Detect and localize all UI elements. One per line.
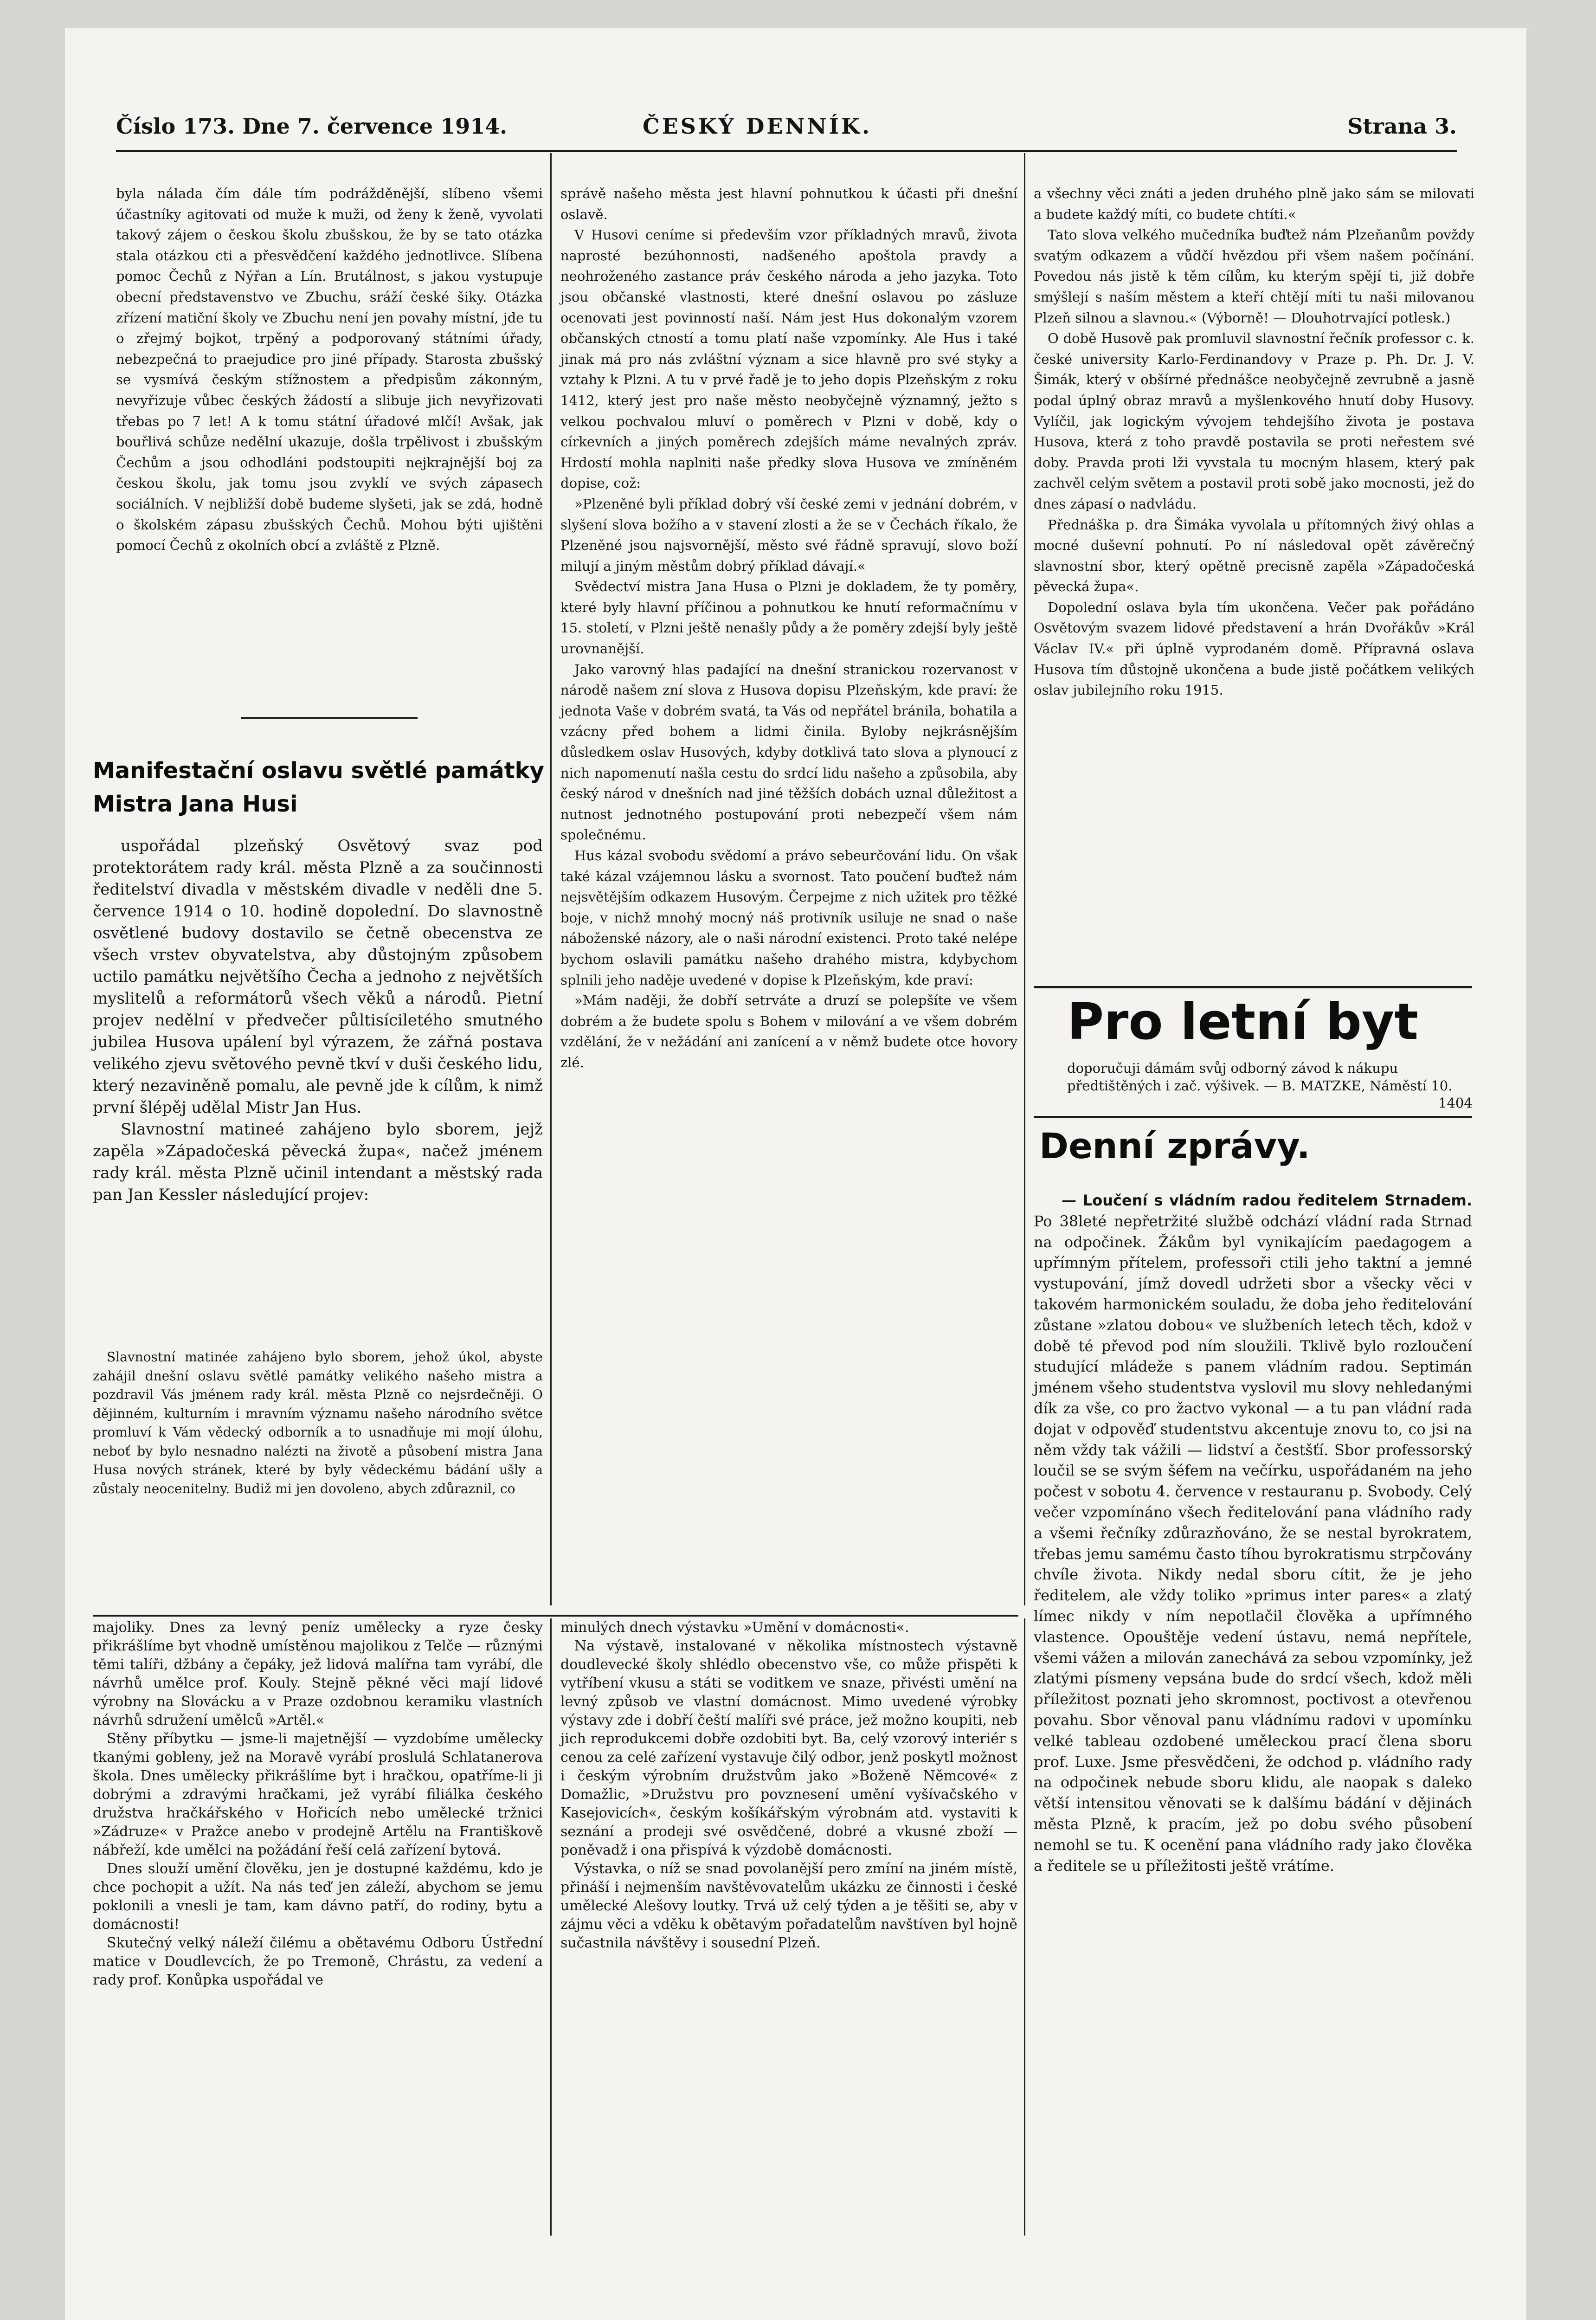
paragraph: Stěny příbytku — jsme-li majetnější — vyzdobíme umělecky tkanými gobleny, jež na Moravě vyrábí proslulá Schlatanerova škola. Dnes umělecky přikrášlíme byt i hračkou, opatříme-li ji dobrými a zdravými hračkami, jež vyrábí filiálka českého družstva hračkářského v Hořicích nebo umělecké tržnici »Zádruze« v Pražce anebo v prodejně Artělu na Františkově nábřeží, kde umělci na požádání řeší celá zařízení bytová. — [93, 1731, 543, 1858]
article-exhibition — [560, 1618, 1017, 1953]
article-continuation — [560, 183, 1017, 1073]
paragraph: Jako varovný hlas padající na dnešní stranickou rozervanost v národě našem zní slova z Husova dopisu Plzeňským, kde praví: že jednota Vaše v dobrém svatá, ta Vás od nepřátel bránila, bohatila a vzácny před bohem a lidmi činila. Byloby nejkrásnějším důsledkem oslav Husových, kdyby dotklivá tato slova a plynoucí z nich napomenutí našla cestu do srdcí lidu našeho a způsobila, aby český národ v dnešních nad jiné těžších dobách uznal důležitost a nutnost jednotného postupování proti nebezpečí všem nám společnému. — [560, 661, 1017, 843]
newspaper-title: ČESKÝ DENNÍK. — [643, 114, 872, 139]
column-rule — [1024, 1618, 1025, 2236]
paragraph: a všechny věci znáti a jeden druhého plně jako sám se milovati a budete každý míti, co budete chtíti.« — [1034, 186, 1474, 222]
article-strnad — [1034, 1190, 1472, 1876]
headline: Manifestační oslavu světlé památky Mistra Jana Husi — [93, 758, 544, 817]
ad-title: Pro letní byt — [1067, 993, 1418, 1051]
paragraph: Svědectví mistra Jana Husa o Plzni je dokladem, že ty poměry, které byly hlavní příčinou a pohnutkou ke hnutí reformačnímu v 15. století, v Plzni ještě nenašly půdy a že poměry zdejší byly ještě urovnanější. — [560, 579, 1017, 657]
paragraph: Hus kázal svobodu svědomí a právo sebeurčování lidu. On však také kázal vzájemnou lásku a svornost. Tato poučení buďtež nám nejsvětějším odkazem Husovým. Čerpejme z nich užitek pro těžké boje, v nichž mnohý mocný náš protivník usiluje ne snad o naše náboženské názory, ale o naši národní existenci. Proto také nelépe bychom oslavili památku našeho drahého mistra, kdybychom splnili jeho naděje uvedené v dopise k Plzeňským, kde praví: — [560, 848, 1017, 988]
paragraph: V Husovi ceníme si především vzor příkladných mravů, života naprosté bezúhonnosti, nadšeného apoštola pravdy a neohroženého zastance práv českého národa a jeho jazyka. Toto jsou občanské vlastnosti, které dnešní oslavou po zásluze ocenovati jest povinností naší. Nám jest Hus dokonalým vzorem občanských ctností a tomu platí naše vzpomínky. Ale Hus i také jinak má pro nás zvláštní význam a sice hlavně pro své styky a vztahy k Plzni. A tu v prvé řadě je to jeho dopis Plzeňským z roku 1412, který jest pro naše město neobyčejně významný, ježto s velkou pochvalou mluví o poměrech v Plzni v době, kdy o církevních a jiných poměrech zdejších máme nevalných zpráv. Hrdostí mohla naplniti naše předky slova Husova ve zmíněném dopise, což: — [560, 227, 1017, 491]
paragraph: Slavnostní matinée zahájeno bylo sborem, jehož úkol, abyste zahájil dnešní oslavu světlé památky velikého našeho mistra a pozdravil Vás jménem rady král. města Plzně co nejsrdečněji. O dějinném, kulturním i mravním významu našeho národního světce promluví k Vám vědecký odborník a to usnadňuje mi mojí úlohu, neboť by bylo nesnadno nalézti na životě a působení mistra Jana Husa nových stránek, které by byly vědeckému bádání ušly a zůstaly neocenitelny. Budiž mi jen dovoleno, abych zdůraznil, co — [93, 1349, 543, 1496]
speech-text — [93, 1348, 543, 1498]
ad-bottom-rule — [1034, 1116, 1472, 1118]
quote: »Plzeněné byli příklad dobrý vší české zemi v jednání dobrém, v slyšení slova božího a v stavení zlosti a že se v Čechách říkalo, že Plzeněné jsou najsvornější, město své řádně spravují, slovo boží milují a jiným městům dobrý příklad dávají.« — [560, 496, 1017, 574]
column-rule — [550, 153, 552, 1605]
section-rule — [93, 1615, 1018, 1617]
article-majolika — [93, 1618, 543, 1990]
column-rule — [550, 1618, 552, 2236]
paragraph: Dopolední oslava byla tím ukončena. Večer pak pořádáno Osvětovým svazem lidové představení a hrán Dvořákův »Král Václav IV.« při úplně vyprodaném domě. Přípravná oslava Husova tím důstojně ukončena a bude jistě počátkem velikých oslav jubilejního roku 1915. — [1034, 599, 1474, 698]
paragraph: správě našeho města jest hlavní pohnutkou k účasti při dnešní oslavě. — [560, 186, 1017, 222]
masthead — [116, 114, 1457, 146]
article-hus-celebration — [93, 835, 543, 1206]
paragraph: majoliky. Dnes za levný peníz umělecky a ryze česky přikrášlíme byt vhodně umístěnou majolikou z Telče — různými těmi talíři, džbány a čepáky, jež lidová malířna tam vyrábí, dle návrhů umělce prof. Kouly. Stejně pěkné věci mají lidové výrobny na Slovácku a v Praze ozdobnou keramiku vlastních návrhů sdružení umělců »Artěl.« — [93, 1619, 543, 1728]
article-continuation-2 — [1034, 183, 1474, 701]
separator — [241, 717, 418, 719]
quote: »Mám naději, že dobří setrváte a druzí se polepšíte ve všem dobrém a že budete spolu s Bohem v milování a ve všem dobrém vzdělání, že v nežádání ani zanícení a v němž budete otce hovory zlé. — [560, 992, 1017, 1070]
issue-info: Číslo 173. Dne 7. července 1914. — [116, 114, 508, 139]
paragraph: Skutečný velký náleží čilému a obětavému Odboru Ústřední matice v Doudlevcích, že po Tremoně, Chrástu, za vedení a rady prof. Konůpka uspořádal ve — [93, 1935, 543, 1988]
paragraph: uspořádal plzeňský Osvětový svaz pod protektorátem rady král. města Plzně a za součinnosti ředitelství divadla v městském divadle v neděli dne 5. července 1914 o 10. hodině dopolední. Do slavnostně osvětlené budovy dostavilo se četně obecenstva ze všech vrstev obyvatelstva, aby důstojným způsobem uctilo památku největšího Čecha a jednoho z největších myslitelů a reformátorů všech věků a národů. Pietní projev nedělní v předvečer půltisíciletého smutného jubilea Husova upálení byl výrazem, že zářná postava velikého zjevu světového pevně tkví v duši českého lidu, který nezaviněně pomalu, ale pevně jde k cílům, k nimž první šlépěj udělal Mistr Jan Hus. — [93, 837, 543, 1117]
ad-text: doporučuji dámám svůj odborný závod k nákupu předtištěných i zač. výšivek. — B. MATZKE, Náměstí 10. — [1067, 1060, 1453, 1094]
paragraph: Na výstavě, instalované v několika místnostech výstavně doudlevecké školy shlédlo obecenstvo vše, co může přispěti k vytříbení vkusu a státi se voditkem ve snaze, přivésti umění na levný způsob ve vlastní domácnost. Mimo uvedené výrobky výstavy zde i dobří čeští malíři své práce, jež možno koupiti, neb jich reprodukcemi dobře ozdobiti byt. Ba, celý vzorový interiér s cenou za celé zařízení vystavuje čilý odbor, jenž poskytl možnost i českým výrobním družstvům jako »Boženě Němcové« z Domažlic, »Družstvu pro povznesení umění vyšívačského v Kasejovicích«, českým košíkářským výrobnám atd. vystaviti k seznání a prodeji své osvědčené, dobré a vkusné zboží — poněvadž i ona přispívá k výzdobě domácnosti. — [560, 1638, 1017, 1858]
page-number: Strana 3. — [1347, 114, 1457, 139]
article-lead-title: — Loučení s vládním radou ředitelem Strnadem. — [1062, 1192, 1472, 1209]
paragraph: Výstavka, o níž se snad povolanější pero zmíní na jiném místě, přináší i nejmenším navštěvovatelům ukázku ze činnosti i české umělecké Alešovy loutky. Trvá už celý týden a je těšiti se, aby v zájmu věci a vděku k obětavým pořadatelům navštíven byl hojně sučastnila návštěvy i sousední Plzeň. — [560, 1861, 1017, 1951]
paragraph: Dnes slouží umění člověku, jen je dostupné každému, kdo je chce pochopit a užít. Na nás teď jen záleží, abychom se jemu poklonili a vnesli je tam, kam dávno patří, do rodiny, bytu a domácnosti! — [93, 1861, 543, 1933]
article-zbuch-school — [116, 183, 543, 556]
paragraph: Po 38leté nepřetržité službě odchází vládní rada Strnad na odpočinek. Žákům byl vynikajícím paedagogem a upřímným přítelem, professoři ctili jeho taktní a jemné vystupování, jímž dovedl udržeti sbor a všecky věci v takovém harmonickém souladu, že doba jeho ředitelování zůstane »zlatou dobou« ve službeních letech těch, kdož v době té převod pod ním sloužili. Tklivě bylo rozloučení studující mládeže s panem vládním radou. Septimán jménem všeho studentstva vyslovil mu slovy nehledanými dík za vše, co pro žactvo vykonal — a tu pan vládní rada dojat v odpověď studentstvu akcentuje znovu to, co jsi na něm vždy tak vážili — lidství a čestšťí. Sbor professorský loučil se se svým šéfem na večírku, uspořádaném na jeho počest v sobotu 4. července v restauranu p. Svobody. Celý večer vzpomínáno všech ředitelování pana vládního rady a všemi řečníky zdůrazňováno, že se nestal byrokratem, třebas jemu samému často tíhou byrokratismu strpčovány chvíle života. Nikdy nedal sboru cítit, že je jeho ředitelem, ale vždy toliko »primus inter pares« a zlatý límec nikdy v ním nepotlačil člověka a upřímného vlastence. Opouštěje vedení ústavu, nemá nepřítele, všemi vážen a milován zanechává za sebou vzpomínky, jež zlatými písmeny vepsána bude do srdcí všech, kdož měli příležitost poznati jeho skromnost, poctivost a otevřenou povahu. Sbor věnoval panu vládnímu radovi v upomínku velké tableau ozdobené uměleckou prací člena sboru prof. Luxe. Jsme přesvědčeni, že odchod p. vládního rady na odpočinek nebude sboru klidu, ale naopak s daleko větší intensitou věnovati se k dalšímu bádání v dějinách města Plzně, k pracím, jež po dobu svého působení nemohl se tu. K ocenění pana vládního rady jako člověka a ředitele se u příležitosti ještě vrátíme. — [1034, 1212, 1472, 1875]
section-title: Denní zprávy. — [1039, 1125, 1310, 1166]
masthead-rule — [116, 150, 1457, 152]
paragraph: minulých dnech výstavku »Umění v domácnosti«. — [560, 1619, 909, 1636]
ad-top-rule — [1034, 986, 1472, 988]
paragraph: byla nálada čím dále tím podrážděnější, slíbeno všemi účastníky agitovati od muže k muži, od ženy k ženě, vyvolati takový zájem o českou školu zbušskou, že by se tato otázka stala otázkou cti a přesvědčení každého jednotlivce. Slíbena pomoc Čechů z Nýřan a Lín. Brutálnost, s jakou vystupuje obecní představenstvo ve Zbuchu, sráží české šiky. Otázka zřízení matiční školy ve Zbuchu není jen povahy místní, jde tu o zřejmý bojkot, trpěný a podporovaný státními úřady, nebezpečná to praejudice pro jiné případy. Starosta zbušský se vysmívá českým stížnostem a předpisům zákonným, nevyřizuje vůbec českých žádostí a slibuje jich nevyřizovati třebas po 7 let! A k tomu státní úřadové mlčí! Avšak, jak bouřlivá schůze nedělní ukazuje, došla trpělivost i zbušským Čechům a jsou odhodláni podstoupiti nejkrajnější boj za českou školu, jak tomu jsou zvyklí ve svých zápasech sociálních. V nejbližší době budeme slyšeti, jak se zdá, hodně o školském zápasu zbušských Čechů. Mohou býti ujištěni pomocí Čechů z okolních obcí a zvláště z Plzně. — [116, 186, 543, 554]
paragraph: Tato slova velkého mučedníka buďtež nám Plzeňanům povždy svatým odkazem a vůdčí hvězdou při všem našem počínání. Povedou nás jistě k těm cílům, ku kterým spějí ti, již dobře smýšlejí s naším městem a kteří chtějí míti tu naši milovanou Plzeň silnou a slavnou.« (Výborně! — Dlouhotrvající potlesk.) — [1034, 227, 1474, 326]
paragraph: O době Husově pak promluvil slavnostní řečník professor c. k. české university Karlo-Ferdinandovy v Praze p. Ph. Dr. J. V. Šimák, který v obšírné přednášce neobyčejně zevrubně a jasně podal úplný obraz mravů a myšlenkového hnutí doby Husovy. Vylíčil, jak logickým vývojem tehdejšího života je postava Husova, která z toho pravdě postavila se proti neřestem své doby. Pravda proti lži vyvstala tu mocným hlasem, který pak zachvěl celým světem a postavil proti sobě jako mocnosti, jež do dnes zápasí o nadvládu. — [1034, 330, 1474, 512]
ad-number: 1404 — [1438, 1095, 1473, 1111]
paragraph: Přednáška p. dra Šimáka vyvolala u přítomných živý ohlas a mocné duševní pohnutí. Po ní následoval opět závěrečný slavnostní sbor, který opětně precisně zapěla »Západočeská pěvecká župa«. — [1034, 516, 1474, 595]
column-rule — [1024, 153, 1025, 1605]
paragraph: Slavnostní matineé zahájeno bylo sborem, jejž zapěla »Západočeská pěvecká župa«, načež jménem rady král. města Plzně učinil intendant a městský rada pan Jan Kessler následující projev: — [93, 1120, 543, 1204]
